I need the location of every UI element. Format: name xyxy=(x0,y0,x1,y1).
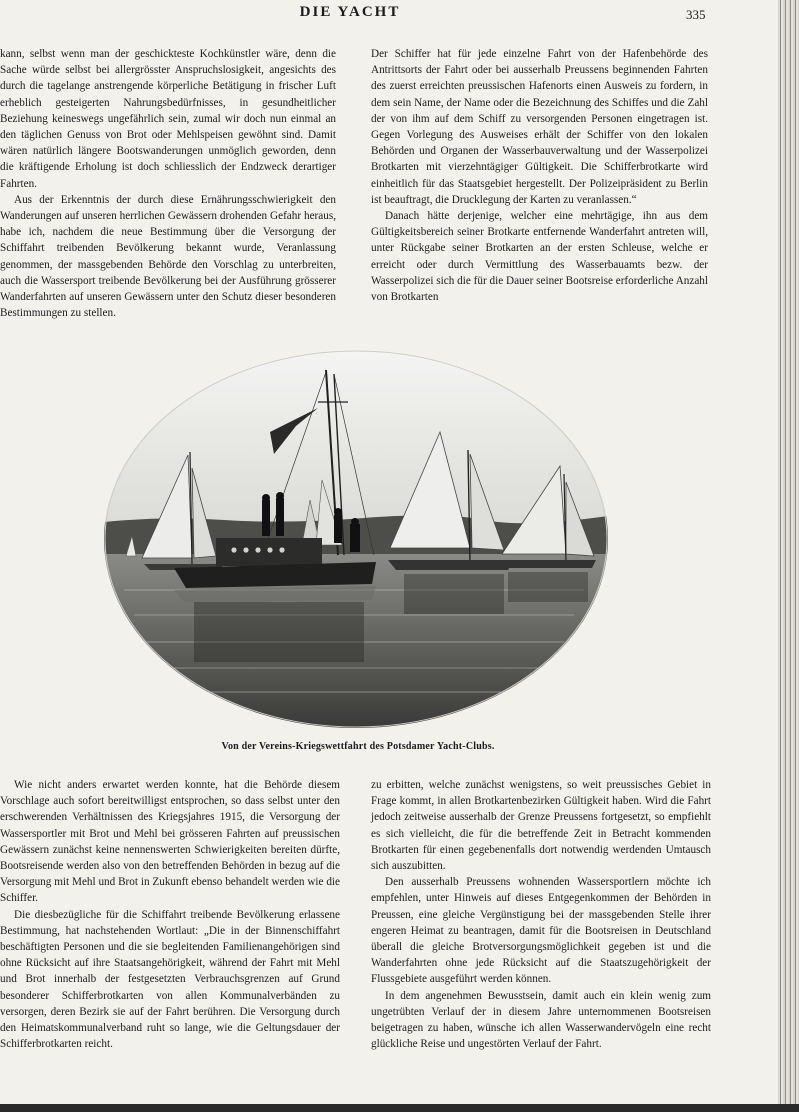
figure-caption: Von der Vereins-Kriegswettfahrt des Potsdamer Yacht-Clubs. xyxy=(221,741,495,752)
paragraph: zu erbitten, welche zunächst wenigstens, so weit preussisches Gebiet in Frage kommt, in allen Brotkartenbezirken Gültigkeit haben. Wird die Fahrt jedoch zeitweise ausserhalb der Grenze Preussens fortgesetzt, so empfiehlt es sich vielleicht, die für die betreffende Zeit in Betracht kommenden Brotkarten für einen gegebenenfalls dort notwendig werdenden Umtausch sich auszubitten. xyxy=(371,779,711,873)
magazine-title: DIE YACHT xyxy=(299,4,401,20)
paragraph: kann, selbst wenn man der geschickteste Kochkünstler wäre, denn die Sache würde selbst bei allergrösster Anspruchslosigkeit, angesichts des durch die tagelange anstrengende körperliche Betätigung in frischer Luft erheblich gesteigerten Nahrungsbedürfnisses, in gesundheitlicher Beziehung keineswegs ungefährlich sein, zumal wir doch nun einmal an den täglichen Genuss von Brot oder Mehlspeisen gewöhnt sind. Damit wären natürlich längere Bootswanderungen unmöglich geworden, denn die kräftigende Erholung ist doch schliesslich der Endzweck derartiger Fahrten. xyxy=(0,48,336,190)
regatta-photo xyxy=(104,350,608,728)
column-bottom-right xyxy=(371,777,711,1052)
paragraph: Wie nicht anders erwartet werden konnte, hat die Behörde diesem Vorschlage auch sofort bereitwilligst entsprochen, so dass selbst unter den erschwerenden Verhältnissen des Kriegsjahres 1915, die Versorgung der Wassersportler mit Brot und Mehl bei grösseren Fahrten auf preussischen Gewässern zunächst keine nennenswerten Schwierigkeiten bereiten dürfte, Bootsreisende werden also von den betreffenden Behörden in bezug auf die Versorgung mit Mehl und Brot in Zukunft ebenso behandelt werden wie die Schiffer. xyxy=(0,779,340,905)
paragraph: Danach hätte derjenige, welcher eine mehrtägige, ihn aus dem Gültigkeitsbereich seiner Brotkarte entfernende Wanderfahrt antreten will, unter Rückgabe seiner Brotkarten an der ersten Schleuse, welche er erreicht oder durch Vermittlung des Wasserbauamts bezw. der Wasserpolizei sich die für die Dauer seiner Bootsreise erforderliche Anzahl von Brotkarten xyxy=(371,210,708,304)
column-top-left xyxy=(0,46,336,321)
column-top-right xyxy=(371,46,708,318)
paragraph: In dem angenehmen Bewusstsein, damit auch ein klein wenig zum ungetrübten Verlauf der in diesem Jahre unternommenen Bootsreisen beigetragen zu haben, wünsche ich allen Wasserwandervögeln eine recht glückliche Reise und ungestörten Verlauf der Fahrt. xyxy=(371,989,711,1051)
paragraph: Die diesbezügliche für die Schiffahrt treibende Bevölkerung erlassene Bestimmung, hat nachstehenden Wortlaut: „Die in der Binnenschiffahrt beschäftigten Personen und die sie begleitenden Familienangehörigen sind ohne Rücksicht auf ihre Staatsangehörigkeit, während der Fahrt mit Mehl und Brot innerhalb der festgesetzten Verbrauchsgrenzen auf Grund besonderer Schifferbrotkarten von allen Kommunalverbänden zu versorgen, deren Bezirk sie auf der Fahrt berühren. Die Versorgung durch den Heimatskommunalverband ruht so lange, wie die Geltungsdauer der Schifferbrotkarten reicht. xyxy=(0,908,340,1051)
book-page-edges xyxy=(778,0,799,1112)
paragraph: Aus der Erkenntnis der durch diese Ernährungsschwierigkeit den Wanderungen auf unseren herrlichen Gewässern drohenden Gefahr heraus, habe ich, nachdem die neue Bestimmung über die Versorgung der Schiffahrt treibenden Bevölkerung bekannt wurde, Veranlassung genommen, der massgebenden Behörde den Vorschlag zu unterbreiten, auch die Wassersport treibende Bevölkerung bei der Ausführung grösserer Wanderfahrten auf unseren Gewässern unter den Schutz dieser besonderen Bestimmungen zu stellen. xyxy=(0,193,336,320)
paragraph: Der Schiffer hat für jede einzelne Fahrt von der Hafenbehörde des Antrittsorts der Fahrt oder bei ausserhalb Preussens beginnenden Fahrten des zuerst erreichten preussischen Hafenorts einen Ausweis zu fordern, in dem sein Name, der Name oder die Bezeichnung des Schiffes und die Zahl der von ihm auf dem Schiff zu versorgenden Personen eingetragen ist. Gegen Vorlegung des Ausweises erhält der Schiffer von den lokalen Behörden und Organen der Wasserbauverwaltung und der Wasserpolizei Brotkarten mit vierzehntägiger Gültigkeit. Die Schifferbrotkarte wird einheitlich für das Staatsgebiet hergestellt. Der Polizeipräsident zu Berlin ist beauftragt, die Drucklegung der Karten zu veranlassen.“ xyxy=(371,48,708,206)
page-number: 335 xyxy=(686,7,706,22)
column-bottom-left xyxy=(0,777,340,1052)
scan-border xyxy=(0,1104,799,1112)
paragraph: Den ausserhalb Preussens wohnenden Wassersportlern möchte ich empfehlen, unter Hinweis auf dieses Entgegenkommen der Behörden in Preussen, eine gleiche Vergünstigung bei der massgebenden Stelle ihrer engeren Heimat zu beantragen, damit für die Bootsreisen in Deutschland überall die gleiche Brotversorgungsmöglichkeit gegeben ist und die Wanderfahrten ohne jede Rücksicht auf die Staatszugehörigkeit der Flussgebiete ausgeführt werden können. xyxy=(371,876,711,986)
